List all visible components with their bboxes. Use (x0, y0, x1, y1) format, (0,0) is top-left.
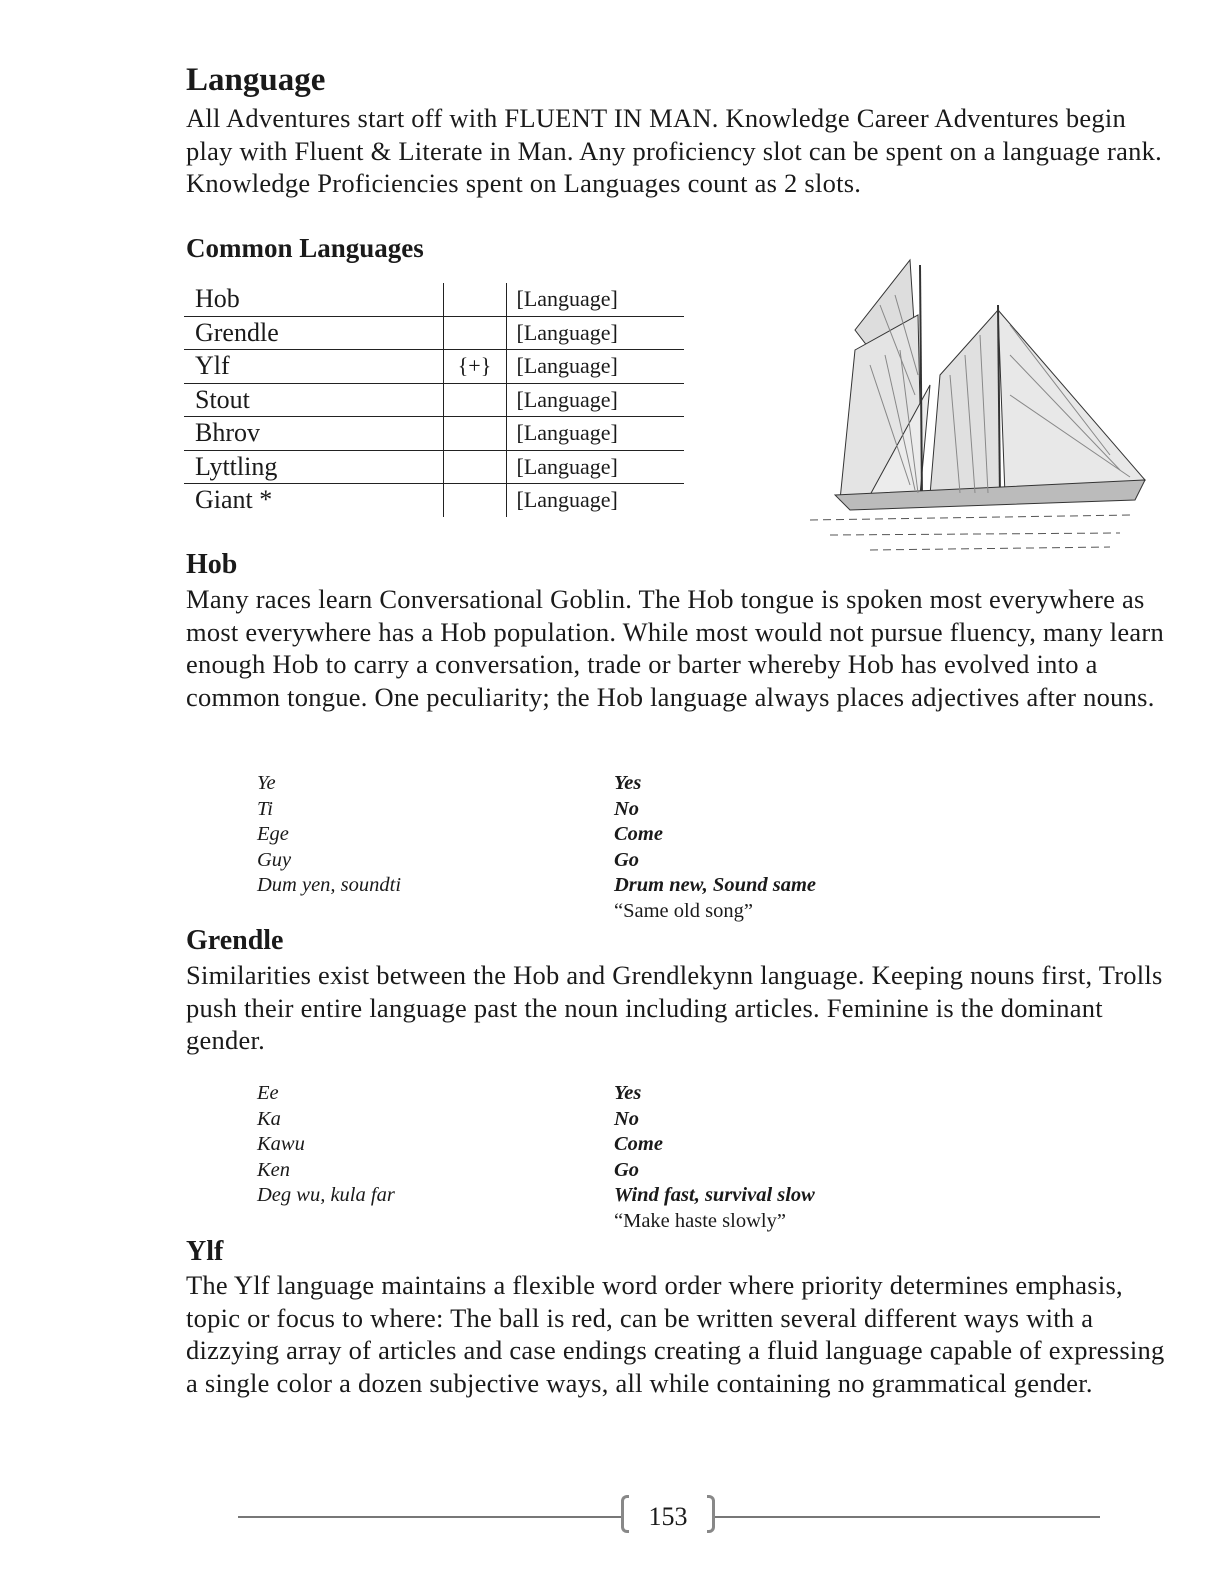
intro-paragraph: All Adventures start off with FLUENT IN MAN. Knowledge Career Adventures begin play with Fluent & Literate in Man. Any proficiency slot can be spent on a language rank. Knowledge Proficiencies spent on Languages count as 2 slots. (186, 103, 1162, 198)
vocab-word: Deg wu, kula far (257, 1184, 395, 1207)
footer-rule-right (714, 1516, 1100, 1518)
vocab-meaning: Go (614, 1158, 640, 1181)
table-row (184, 350, 684, 384)
vocab-meaning: No (614, 1107, 640, 1130)
ylf-paragraph: The Ylf language maintains a flexible word order where priority determines emphasis, topic or focus to where: The ball is red, can be written several different ways with a dizzying array of articles and case endings creating a fluid language capable of expressing a single color a dozen subjective ways, all while containing no grammatical gender. (186, 1270, 1165, 1398)
table-row (184, 283, 684, 316)
language-value: [Language] (506, 283, 684, 316)
grendle-paragraph: Similarities exist between the Hob and Grendlekynn language. Keeping nouns first, Trolls push their entire language past the noun including articles. Feminine is the dominant gender. (186, 960, 1163, 1055)
vocab-meaning: Wind fast, survival slow (614, 1184, 815, 1207)
language-value: [Language] (506, 316, 684, 350)
hob-paragraph: Many races learn Conversational Goblin. The Hob tongue is spoken most everywhere as most everywhere has a Hob population. While most would not pursue fluency, many learn enough Hob to carry a conversation, trade or barter whereby Hob has evolved into a common tongue. One peculiarity; the Hob language always places adjectives after nouns. (186, 584, 1164, 712)
language-name: Ylf (184, 350, 443, 384)
vocab-word: Dum yen, soundti (257, 874, 402, 897)
vocab-meaning: No (614, 797, 640, 820)
language-mark (443, 316, 506, 350)
table-row (184, 417, 684, 451)
language-name: Bhrov (184, 417, 443, 451)
grendle-heading: Grendle (186, 925, 284, 956)
language-value: [Language] (506, 450, 684, 484)
sailing-ship-illustration (810, 255, 1150, 560)
page-number: 153 (648, 1502, 688, 1531)
language-name: Giant * (184, 484, 443, 517)
vocab-meaning: Come (614, 823, 663, 846)
language-mark (443, 383, 506, 417)
table-row (184, 484, 684, 517)
table-row (184, 383, 684, 417)
page-title: Language (186, 62, 326, 98)
footer-rule-left (238, 1516, 622, 1518)
ylf-heading: Ylf (186, 1236, 224, 1267)
vocab-meaning: Come (614, 1133, 663, 1156)
language-mark (443, 417, 506, 451)
vocab-word: Guy (257, 848, 292, 871)
table-row (184, 450, 684, 484)
vocab-word: Ka (257, 1107, 281, 1130)
vocab-meaning: Yes (614, 1082, 642, 1104)
language-name: Lyttling (184, 450, 443, 484)
language-name: Grendle (184, 316, 443, 350)
vocab-word: Ee (257, 1082, 279, 1104)
language-name: Hob (184, 283, 443, 316)
language-value: [Language] (506, 350, 684, 384)
vocab-word: Ti (257, 797, 273, 820)
vocab-word: Ken (257, 1158, 291, 1181)
language-value: [Language] (506, 383, 684, 417)
hob-heading: Hob (186, 549, 238, 580)
common-languages-heading: Common Languages (186, 233, 424, 263)
language-mark (443, 283, 506, 316)
language-name: Stout (184, 383, 443, 417)
vocab-meaning: Drum new, Sound same (614, 874, 817, 897)
language-mark: {+} (443, 350, 506, 384)
vocab-meaning: Go (614, 848, 640, 871)
language-value: [Language] (506, 417, 684, 451)
common-languages-table (184, 283, 684, 517)
vocab-word: Kawu (257, 1133, 305, 1156)
vocab-translation: “Make haste slowly” (614, 1210, 786, 1232)
language-value: [Language] (516, 487, 618, 513)
vocab-word: Ye (257, 772, 276, 794)
table-row (184, 316, 684, 350)
vocab-word: Ege (257, 823, 289, 846)
language-mark (443, 484, 506, 517)
vocab-translation: “Same old song” (614, 900, 753, 922)
language-mark (443, 450, 506, 484)
vocab-meaning: Yes (614, 772, 642, 794)
